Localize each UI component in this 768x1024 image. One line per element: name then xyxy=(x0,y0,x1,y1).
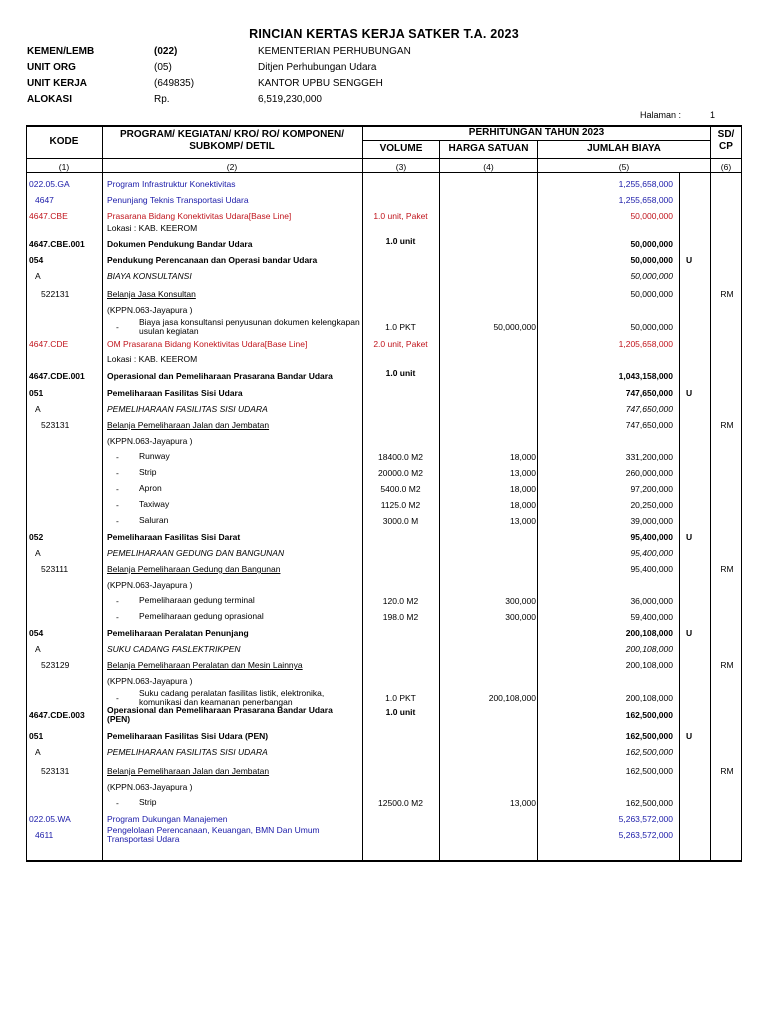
row-program: SUKU CADANG FASLEKTRIKPEN xyxy=(107,644,241,654)
row-volume: 1125.0 M2 xyxy=(380,500,421,510)
item-text: Biaya jasa konsultansi penyusunan dokumen kelengkapan usulan kegiatan xyxy=(139,317,360,336)
row-jumlah: 5,263,572,000 xyxy=(618,814,673,824)
row-jumlah: 162,500,000 xyxy=(625,798,673,808)
row-jumlah: 747,650,000 xyxy=(625,388,673,398)
row-kode: 052 xyxy=(29,532,44,542)
header-code: Rp. xyxy=(154,94,170,105)
row-volume: 198.0 M2 xyxy=(382,612,419,622)
row-program: OM Prasarana Bidang Konektivitas Udara[Base Line] xyxy=(107,339,308,349)
row-kode: 523131 xyxy=(41,766,70,776)
row-kode: 4647.CBE.001 xyxy=(29,239,85,249)
row-u: U xyxy=(686,731,693,741)
row-volume: 20000.0 M2 xyxy=(378,468,423,478)
row-harga: 200,108,000 xyxy=(488,693,536,703)
item-text: Strip xyxy=(139,797,157,807)
row-program: Operasional dan Pemeliharaan Prasarana Bandar Udara (PEN) xyxy=(107,705,333,724)
row-u: U xyxy=(686,532,693,542)
row-harga: 50,000,000 xyxy=(493,322,536,332)
col-program-header-line1: PROGRAM/ KEGIATAN/ KRO/ RO/ KOMPONEN/ xyxy=(119,129,345,140)
row-kode: 051 xyxy=(29,388,44,398)
col-number: (6) xyxy=(720,162,732,172)
header-label: KEMEN/LEMB xyxy=(27,46,95,57)
row-kode: A xyxy=(35,747,41,757)
row-program: Pemeliharaan Fasilitas Sisi Udara (PEN) xyxy=(107,731,269,741)
row-volume: 1.0 unit xyxy=(385,707,416,717)
row-jumlah: 50,000,000 xyxy=(630,211,673,221)
row-program: (KPPN.063-Jayapura ) xyxy=(107,305,193,315)
row-jumlah: 260,000,000 xyxy=(625,468,673,478)
item-text: Apron xyxy=(139,483,162,493)
row-sd: RM xyxy=(720,420,734,430)
row-kode: 022.05.GA xyxy=(29,179,70,189)
header-name: Ditjen Perhubungan Udara xyxy=(258,62,377,73)
row-volume: 1.0 unit xyxy=(385,368,416,378)
row-jumlah: 331,200,000 xyxy=(625,452,673,462)
row-kode: 4647.CBE xyxy=(29,211,68,221)
row-jumlah: 39,000,000 xyxy=(630,516,673,526)
header-label: ALOKASI xyxy=(27,94,72,105)
item-text: Pemeliharaan gedung oprasional xyxy=(139,611,264,621)
col-number: (1) xyxy=(58,162,70,172)
row-kode: A xyxy=(35,404,41,414)
row-harga: 300,000 xyxy=(505,612,536,622)
row-program: Operasional dan Pemeliharaan Prasarana Bandar Udara xyxy=(107,371,333,381)
item-text: Saluran xyxy=(139,515,169,525)
item-text: Suku cadang peralatan fasilitas listik, elektronika, komunikasi dan keamanan penerbangan xyxy=(139,688,325,707)
row-kode: 4647.CDE.003 xyxy=(29,710,85,720)
row-harga: 18,000 xyxy=(510,484,536,494)
row-volume: 5400.0 M2 xyxy=(380,484,421,494)
col-harga-header: HARGA SATUAN xyxy=(448,143,529,154)
row-u: U xyxy=(686,628,693,638)
row-jumlah: 50,000,000 xyxy=(630,239,673,249)
col-border xyxy=(26,125,27,862)
header-code: (649835) xyxy=(154,78,195,89)
row-program: (KPPN.063-Jayapura ) xyxy=(107,436,193,446)
item-bullet: - xyxy=(116,693,119,703)
row-harga: 13,000 xyxy=(510,798,536,808)
row-jumlah: 162,500,000 xyxy=(625,766,673,776)
row-jumlah: 97,200,000 xyxy=(630,484,673,494)
header-label: UNIT ORG xyxy=(27,62,76,73)
row-jumlah: 20,250,000 xyxy=(630,500,673,510)
row-jumlah: 50,000,000 xyxy=(630,271,673,281)
row-program: Pemeliharaan Fasilitas Sisi Udara xyxy=(107,388,243,398)
item-bullet: - xyxy=(116,612,119,622)
row-program: Pendukung Perencanaan dan Operasi bandar Udara xyxy=(107,255,318,265)
row-jumlah: 50,000,000 xyxy=(630,255,673,265)
item-bullet: - xyxy=(116,322,119,332)
row-u: U xyxy=(686,255,693,265)
row-jumlah: 1,043,158,000 xyxy=(618,371,673,381)
row-volume: 12500.0 M2 xyxy=(378,798,423,808)
row-program: Program Dukungan Manajemen xyxy=(107,814,228,824)
col-sdcp-header xyxy=(711,129,741,153)
col-sdcp-header-line1: SD/ xyxy=(717,129,735,140)
row-jumlah: 1,255,658,000 xyxy=(618,179,673,189)
row-jumlah: 50,000,000 xyxy=(630,322,673,332)
col-border xyxy=(102,125,103,860)
item-bullet: - xyxy=(116,500,119,510)
row-kode: 022.05.WA xyxy=(29,814,71,824)
row-program: Belanja Pemeliharaan Jalan dan Jembatan xyxy=(107,420,270,430)
row-volume: 1.0 unit xyxy=(385,236,416,246)
row-jumlah: 95,400,000 xyxy=(630,564,673,574)
row-kode: 4647.CDE.001 xyxy=(29,371,85,381)
row-jumlah: 1,205,658,000 xyxy=(618,339,673,349)
row-jumlah: 200,108,000 xyxy=(625,693,673,703)
row-program: BIAYA KONSULTANSI xyxy=(107,271,192,281)
item-bullet: - xyxy=(116,516,119,526)
row-jumlah: 200,108,000 xyxy=(625,660,673,670)
row-jumlah: 1,255,658,000 xyxy=(618,195,673,205)
item-text: Runway xyxy=(139,451,170,461)
col-sdcp-header-line2: CP xyxy=(719,141,733,152)
col-volume-header: VOLUME xyxy=(379,143,423,154)
budget-table xyxy=(26,125,742,862)
row-volume: 1.0 PKT xyxy=(385,693,416,703)
row-jumlah: 747,650,000 xyxy=(625,420,673,430)
row-program: Pemeliharaan Peralatan Penunjang xyxy=(107,628,249,638)
row-program: Penunjang Teknis Transportasi Udara xyxy=(107,195,249,205)
row-volume: 3000.0 M xyxy=(382,516,419,526)
row-kode: 054 xyxy=(29,255,44,265)
header-code: (05) xyxy=(154,62,172,73)
col-perhitungan-header: PERHITUNGAN TAHUN 2023 xyxy=(468,127,605,138)
header-name: KANTOR UPBU SENGGEH xyxy=(258,78,383,89)
item-bullet: - xyxy=(116,798,119,808)
row-volume: 1.0 PKT xyxy=(385,322,416,332)
row-jumlah: 200,108,000 xyxy=(625,644,673,654)
row-volume: 2.0 unit, Paket xyxy=(373,339,428,349)
row-jumlah: 36,000,000 xyxy=(630,596,673,606)
row-jumlah: 200,108,000 xyxy=(625,628,673,638)
row-program: (KPPN.063-Jayapura ) xyxy=(107,580,193,590)
row-kode: A xyxy=(35,644,41,654)
row-kode: 4611 xyxy=(35,830,54,840)
col-border xyxy=(741,125,742,862)
number-row-divider xyxy=(26,172,742,173)
row-harga: 13,000 xyxy=(510,468,536,478)
row-program: (KPPN.063-Jayapura ) xyxy=(107,676,193,686)
row-jumlah: 162,500,000 xyxy=(625,731,673,741)
row-program: Program Infrastruktur Konektivitas xyxy=(107,179,236,189)
row-jumlah: 95,400,000 xyxy=(630,548,673,558)
row-volume: 18400.0 M2 xyxy=(378,452,423,462)
header-divider xyxy=(26,158,742,159)
row-kode: 523131 xyxy=(41,420,70,430)
row-harga: 13,000 xyxy=(510,516,536,526)
row-kode: 522131 xyxy=(41,289,70,299)
row-program: Dokumen Pendukung Bandar Udara xyxy=(107,239,253,249)
halaman-value: 1 xyxy=(710,110,716,120)
row-program: Belanja Pemeliharaan Gedung dan Bangunan xyxy=(107,564,281,574)
item-text: Strip xyxy=(139,467,157,477)
row-harga: 18,000 xyxy=(510,500,536,510)
row-kode: 523129 xyxy=(41,660,70,670)
col-number: (3) xyxy=(395,162,407,172)
row-sd: RM xyxy=(720,660,734,670)
row-jumlah: 59,400,000 xyxy=(630,612,673,622)
row-harga: 300,000 xyxy=(505,596,536,606)
row-jumlah: 162,500,000 xyxy=(625,710,673,720)
row-sd: RM xyxy=(720,766,734,776)
row-program: PEMELIHARAAN GEDUNG DAN BANGUNAN xyxy=(107,548,285,558)
row-sd: RM xyxy=(720,564,734,574)
row-program: Pemeliharaan Fasilitas Sisi Darat xyxy=(107,532,241,542)
row-program: Pengelolaan Perencanaan, Keuangan, BMN Dan Umum Transportasi Udara xyxy=(107,825,320,844)
row-program: PEMELIHARAAN FASILITAS SISI UDARA xyxy=(107,747,268,757)
col-jumlah-header: JUMLAH BIAYA xyxy=(587,143,661,154)
col-number: (5) xyxy=(618,162,630,172)
row-program: Belanja Pemeliharaan Peralatan dan Mesin Lainnya xyxy=(107,660,303,670)
item-bullet: - xyxy=(116,452,119,462)
header-name: 6,519,230,000 xyxy=(258,94,322,105)
row-jumlah: 95,400,000 xyxy=(630,532,673,542)
row-kode: 054 xyxy=(29,628,44,638)
item-text: Pemeliharaan gedung terminal xyxy=(139,595,255,605)
row-sd: RM xyxy=(720,289,734,299)
item-text: Taxiway xyxy=(139,499,170,509)
col-border xyxy=(710,125,711,860)
item-bullet: - xyxy=(116,468,119,478)
col-program-header xyxy=(102,129,362,153)
row-jumlah: 747,650,000 xyxy=(625,404,673,414)
row-program: Belanja Jasa Konsultan xyxy=(107,289,196,299)
header-label: UNIT KERJA xyxy=(27,78,88,89)
item-bullet: - xyxy=(116,596,119,606)
col-border xyxy=(679,172,680,860)
row-jumlah: 5,263,572,000 xyxy=(618,830,673,840)
row-kode: 523111 xyxy=(41,564,69,574)
header-name: KEMENTERIAN PERHUBUNGAN xyxy=(258,46,411,57)
report-title: RINCIAN KERTAS KERJA SATKER T.A. 2023 xyxy=(249,27,519,41)
col-program-header-line2: SUBKOMP/ DETIL xyxy=(189,141,275,152)
halaman-label: Halaman : xyxy=(640,110,682,120)
row-jumlah: 162,500,000 xyxy=(625,747,673,757)
col-number: (4) xyxy=(483,162,494,172)
row-kode: A xyxy=(35,271,41,281)
col-number: (2) xyxy=(226,162,238,172)
row-program: (KPPN.063-Jayapura ) xyxy=(107,782,193,792)
row-volume: 1.0 unit, Paket xyxy=(373,211,428,221)
row-program: Prasarana Bidang Konektivitas Udara[Base Line] xyxy=(107,211,292,221)
table-bottom-border xyxy=(26,860,742,862)
row-program: Belanja Pemeliharaan Jalan dan Jembatan xyxy=(107,766,270,776)
item-bullet: - xyxy=(116,484,119,494)
row-harga: 18,000 xyxy=(510,452,536,462)
row-volume: 120.0 M2 xyxy=(382,596,419,606)
row-kode: 4647 xyxy=(35,195,54,205)
row-program: Lokasi : KAB. KEEROM xyxy=(107,354,198,364)
col-kode-header: KODE xyxy=(49,136,79,147)
row-kode: 051 xyxy=(29,731,44,741)
row-program: Lokasi : KAB. KEEROM xyxy=(107,223,198,233)
row-jumlah: 50,000,000 xyxy=(630,289,673,299)
row-kode: A xyxy=(35,548,41,558)
row-kode: 4647.CDE xyxy=(29,339,69,349)
row-program: PEMELIHARAAN FASILITAS SISI UDARA xyxy=(107,404,268,414)
header-code: (022) xyxy=(154,46,178,57)
row-u: U xyxy=(686,388,693,398)
